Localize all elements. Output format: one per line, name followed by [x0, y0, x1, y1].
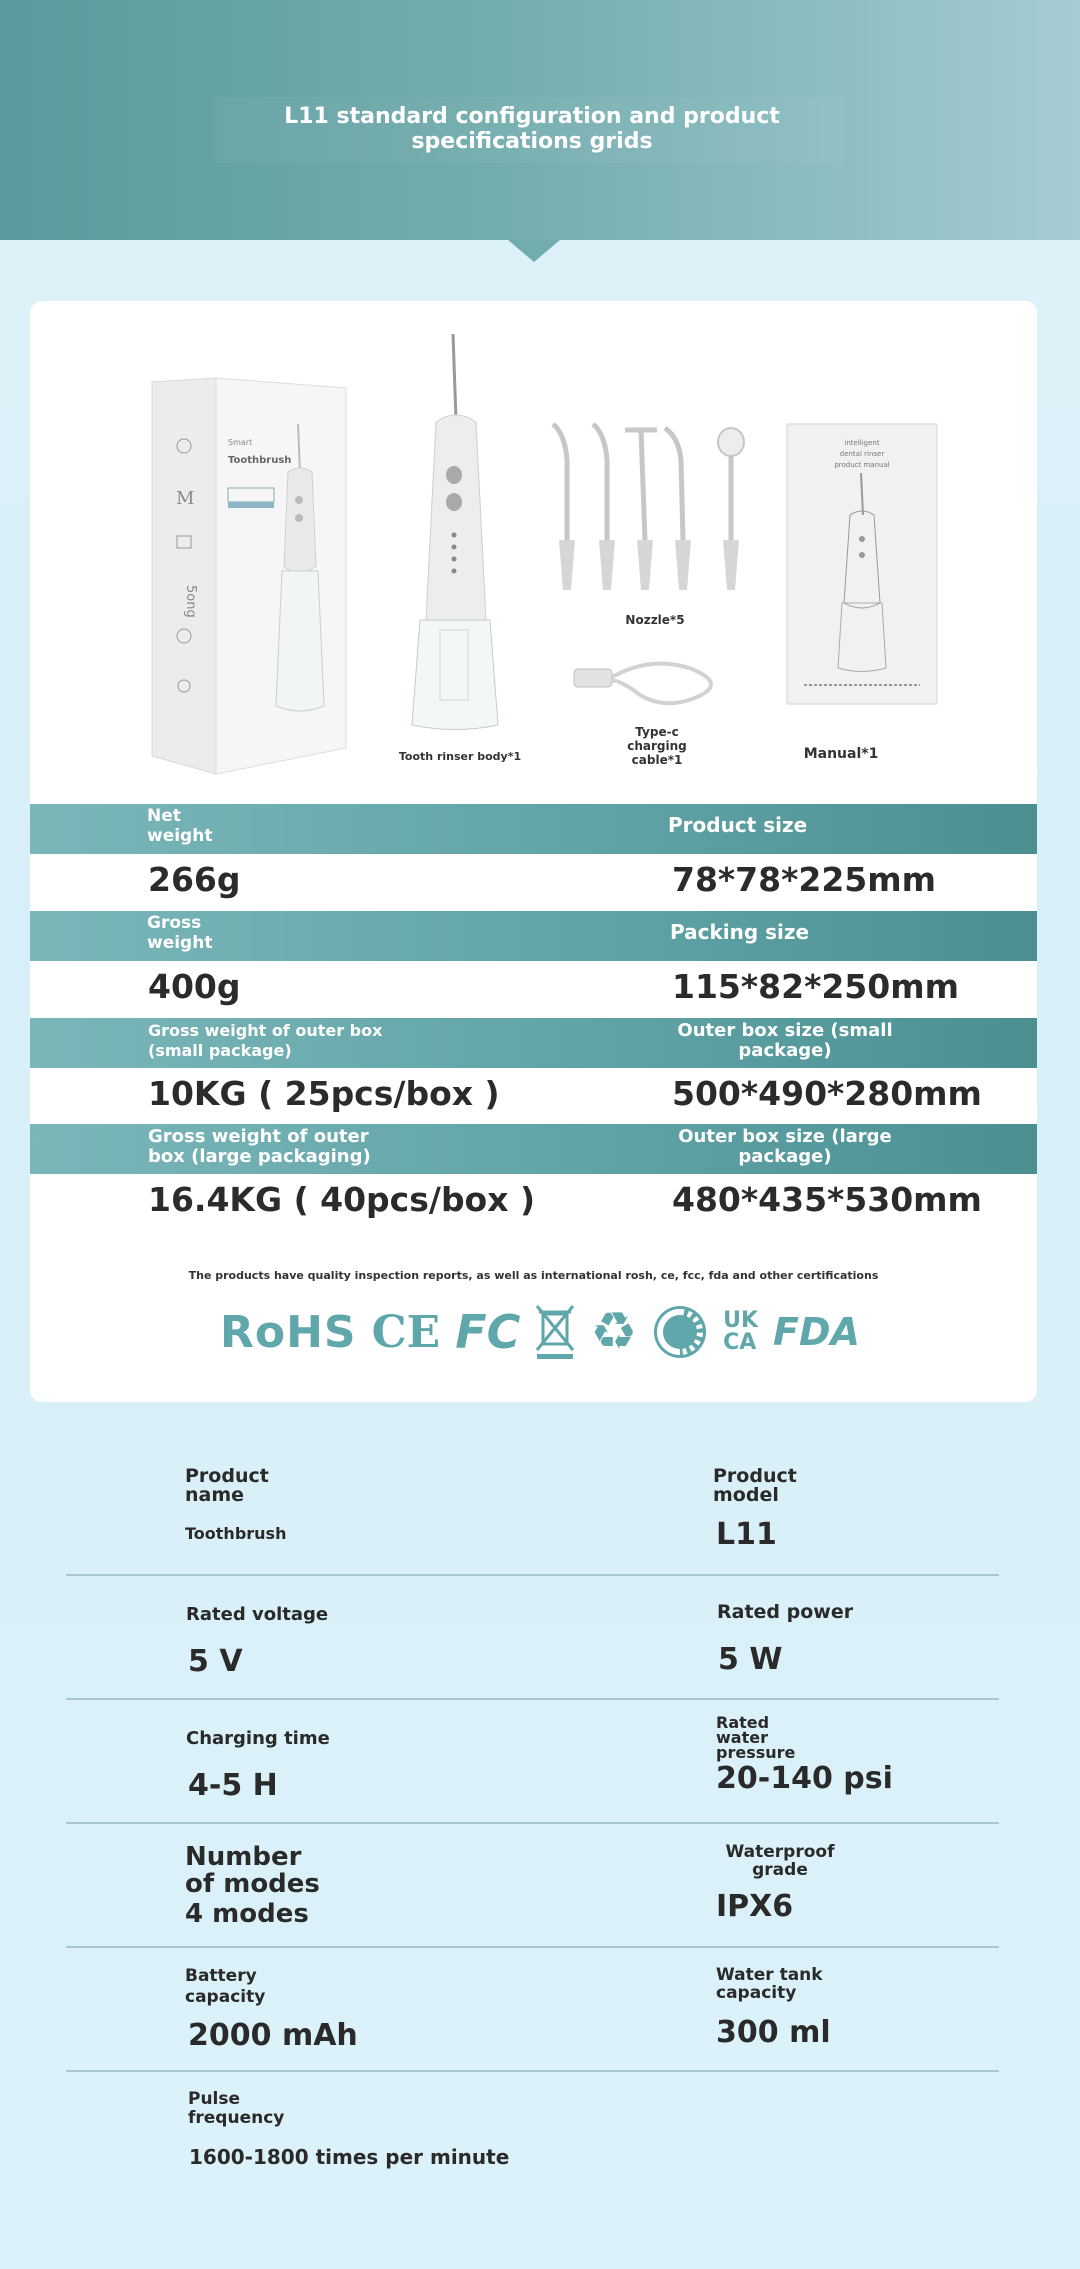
number-of-modes-value: 4 modes [185, 1899, 309, 1929]
product-name-value: Toothbrush [185, 1524, 287, 1543]
recycle-icon: ♻ [590, 1302, 638, 1362]
charging-time-label: Charging time [186, 1728, 330, 1749]
rohs-logo: RoHS [220, 1306, 357, 1358]
manual-caption: Manual*1 [803, 746, 879, 762]
product-box-image [148, 376, 348, 776]
table-divider [66, 1574, 999, 1576]
rated-power-label: Rated power [717, 1601, 854, 1623]
fc-logo: FC [455, 1305, 521, 1359]
number-of-modes-label: Number of modes [185, 1842, 320, 1899]
manual-text-line-1: intelligent [844, 439, 880, 447]
table-divider [66, 2070, 999, 2072]
ce-logo: CE [371, 1306, 441, 1358]
charging-time-value: 4-5 H [188, 1768, 278, 1803]
certification-note: The products have quality inspection reports, as well as international rosh, ce, fcc, fda and other certifications [188, 1269, 879, 1282]
type-c-cable-image [572, 655, 732, 710]
nozzle-caption: Nozzle*5 [625, 613, 685, 627]
tooth-rinser-body-image [390, 330, 520, 735]
rated-water-pressure-value: 20-140 psi [716, 1761, 893, 1796]
weee-bin-icon [535, 1304, 575, 1360]
product-size-label: Product size [668, 813, 808, 837]
ukca-logo-uk: UK [723, 1308, 759, 1333]
manual-image [786, 423, 938, 705]
rated-voltage-value: 5 V [188, 1644, 243, 1679]
outer-box-large-weight-label: Gross weight of outer box (large packaging) [148, 1126, 371, 1167]
outer-box-small-weight-value: 10KG ( 25pcs/box ) [148, 1074, 500, 1113]
nozzles-image [545, 420, 755, 595]
battery-capacity-label: Battery capacity [185, 1966, 266, 2007]
body-caption: Tooth rinser body*1 [398, 750, 522, 763]
svg-text:M: M [176, 488, 195, 509]
table-divider [66, 1946, 999, 1948]
outer-box-small-weight-label: Gross weight of outer box (small package) [148, 1021, 383, 1060]
page-title: L11 standard configuration and product specifications grids [284, 104, 780, 154]
pulse-frequency-label: Pulse frequency [188, 2089, 285, 2128]
outer-box-large-weight-value: 16.4KG ( 40pcs/box ) [148, 1180, 536, 1219]
gross-weight-value: 400g [148, 967, 241, 1006]
outer-box-large-size-value: 480*435*530mm [672, 1180, 982, 1219]
header-notch-arrow [508, 240, 560, 262]
water-tank-capacity-label: Water tank capacity [716, 1965, 823, 2003]
header-banner [0, 0, 1080, 240]
ukca-logo-ca: CA [723, 1330, 757, 1355]
water-tank-capacity-value: 300 ml [716, 2015, 831, 2050]
box-side-label: 5ong [183, 585, 198, 618]
green-dot-icon [652, 1304, 708, 1360]
product-model-value: L11 [716, 1517, 777, 1552]
net-weight-value: 266g [148, 860, 241, 899]
waterproof-grade-label: Waterproof grade [725, 1842, 835, 1880]
outer-box-small-size-label: Outer box size (small package) [677, 1020, 893, 1061]
rated-voltage-label: Rated voltage [186, 1604, 329, 1625]
gross-weight-label: Gross weight [147, 913, 213, 953]
rated-water-pressure-label: Rated water pressure [716, 1713, 796, 1762]
rated-power-value: 5 W [718, 1642, 783, 1677]
product-model-label: Product model [713, 1465, 797, 1506]
manual-text-line-2: dental rinser [839, 450, 885, 458]
waterproof-grade-value: IPX6 [716, 1889, 794, 1924]
pulse-frequency-value: 1600-1800 times per minute [189, 2145, 510, 2169]
manual-text-line-3: product manual [834, 461, 890, 469]
cable-caption: Type-c charging cable*1 [627, 725, 687, 767]
battery-capacity-value: 2000 mAh [188, 2018, 358, 2053]
outer-box-large-size-label: Outer box size (large package) [678, 1126, 892, 1167]
ukca-logo [723, 1310, 758, 1354]
table-divider [66, 1698, 999, 1700]
outer-box-small-size-value: 500*490*280mm [672, 1074, 982, 1113]
product-size-value: 78*78*225mm [672, 860, 937, 899]
fda-logo: FDA [773, 1310, 860, 1354]
product-name-label: Product name [185, 1465, 269, 1506]
box-smart-label: Smart [228, 438, 253, 447]
table-divider [66, 1822, 999, 1824]
net-weight-label: Net weight [147, 806, 213, 846]
packing-size-label: Packing size [670, 920, 810, 944]
packing-size-value: 115*82*250mm [672, 967, 959, 1006]
certification-logos [220, 1300, 860, 1364]
box-toothbrush-label: Toothbrush [228, 455, 292, 466]
